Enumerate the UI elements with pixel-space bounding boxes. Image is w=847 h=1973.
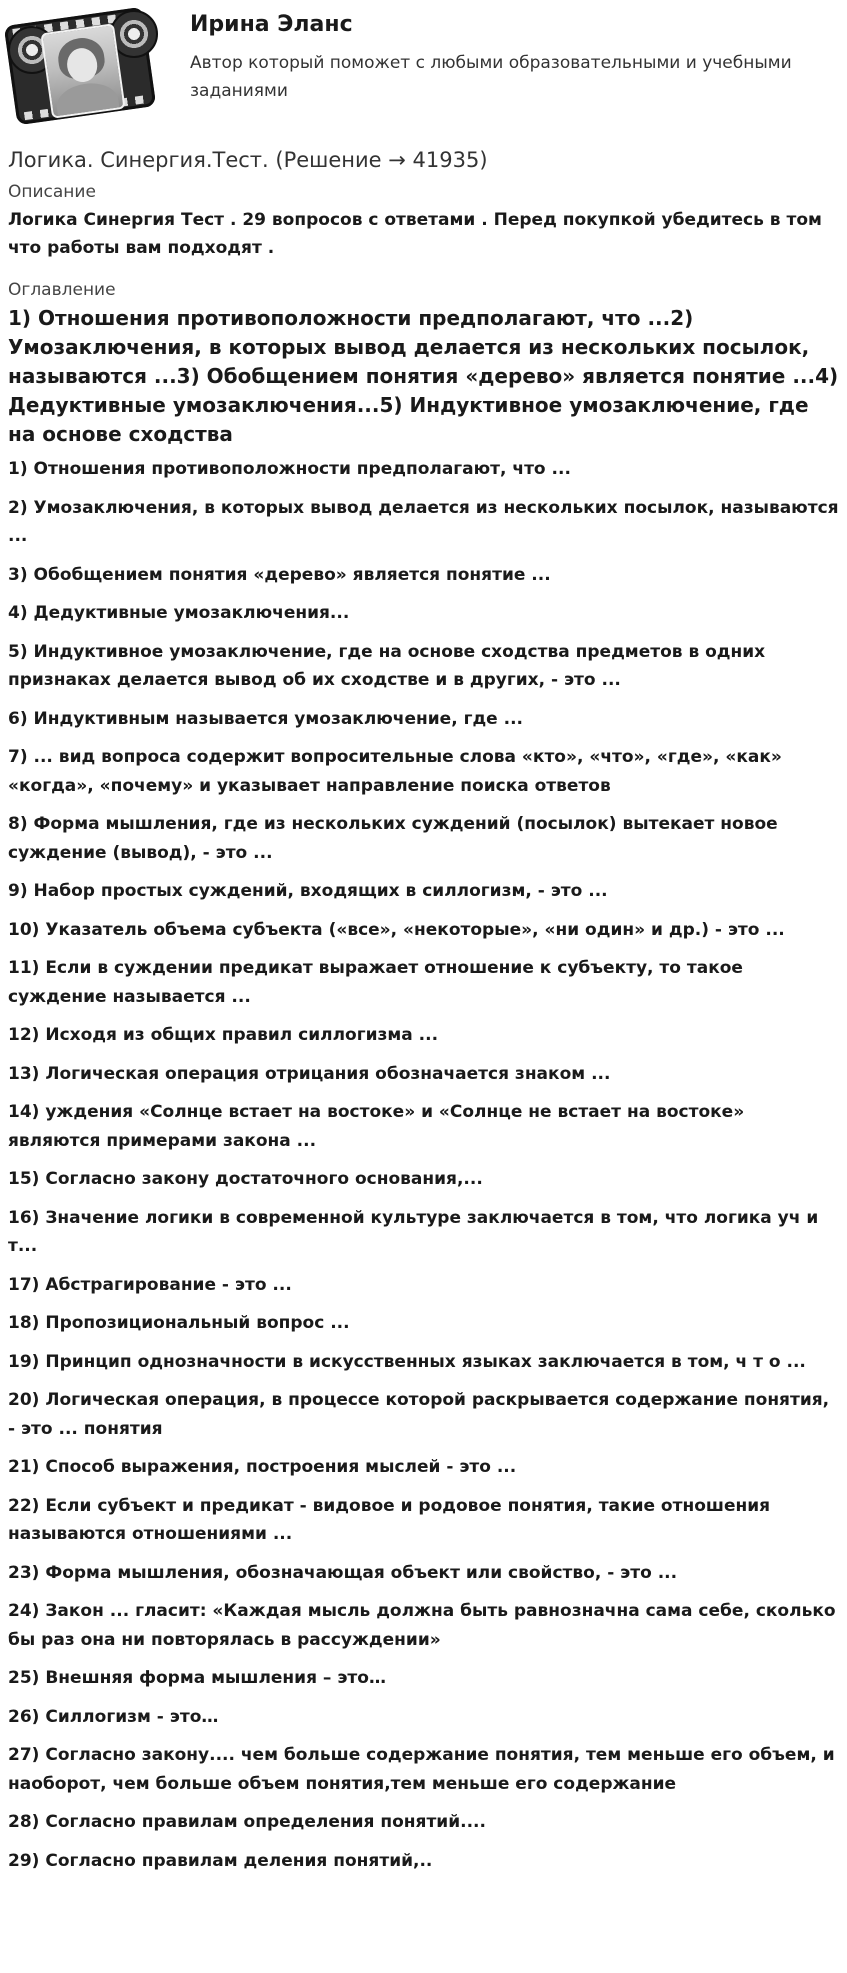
list-item: 20) Логическая операция, в процессе которой раскрывается содержание понятия, - это ... понятия bbox=[8, 1390, 830, 1439]
author-card bbox=[8, 0, 839, 126]
list-item: 1) Отношения противоположности предполагают, что ... bbox=[8, 459, 571, 479]
list-item: 13) Логическая операция отрицания обозначается знаком ... bbox=[8, 1063, 611, 1084]
list-item: 24) Закон ... гласит: «Каждая мысль должна быть равнозначна сама себе, сколько бы раз она ни повторялась в рассуждении» bbox=[8, 1601, 836, 1650]
list-item: 11) Если в суждении предикат выражает отношение к субъекту, то такое суждение называется ... bbox=[8, 958, 743, 1007]
list-item: 4) Дедуктивные умозаключения... bbox=[8, 603, 350, 623]
list-item: 9) Набор простых суждений, входящих в силлогизм, - это ... bbox=[8, 881, 608, 901]
list-item: 17) Абстрагирование - это ... bbox=[8, 1274, 292, 1295]
list-item: 10) Указатель объема субъекта («все», «некоторые», «ни один» и др.) - это ... bbox=[8, 919, 785, 940]
list-item: 7) ... вид вопроса содержит вопросительные слова «кто», «что», «где», «как» «когда», «почему» и указывает направление поиска ответов bbox=[8, 747, 782, 796]
film-reel-portrait-icon[interactable] bbox=[8, 6, 168, 124]
list-item: 15) Согласно закону достаточного основания,... bbox=[8, 1169, 483, 1189]
list-item: 26) Силлогизм - это… bbox=[8, 1706, 219, 1727]
list-item: 3) Обобщением понятия «дерево» является понятие ... bbox=[8, 564, 551, 585]
author-info bbox=[168, 6, 839, 105]
author-name[interactable]: Ирина Эланс bbox=[190, 12, 353, 37]
toc-label: Оглавление bbox=[8, 280, 116, 300]
list-item: 14) уждения «Солнце встает на востоке» и «Солнце не встает на востоке» являются примерами закона ... bbox=[8, 1102, 745, 1151]
question-list bbox=[8, 455, 839, 1875]
list-item: 16) Значение логики в современной культуре заключается в том, что логика уч и т... bbox=[8, 1207, 819, 1256]
toc-summary: 1) Отношения противоположности предполагают, что ...2) Умозаключения, в которых вывод делается из нескольких посылок, называются ...3) Обобщением понятия «дерево» является понятие ...4) Дедуктивные умозаключения...5) Индуктивное умозаключение, где на основе сходства bbox=[8, 306, 839, 446]
list-item: 22) Если субъект и предикат - видовое и родовое понятия, такие отношения называются отношениями ... bbox=[8, 1495, 771, 1544]
list-item: 21) Способ выражения, построения мыслей - это ... bbox=[8, 1457, 517, 1477]
author-description: Автор который поможет с любыми образовательными и учебными заданиями bbox=[190, 53, 792, 101]
list-item: 29) Согласно правилам деления понятий,.. bbox=[8, 1850, 433, 1871]
description-text: Логика Синергия Тест . 29 вопросов с ответами . Перед покупкой убедитесь в том что работы вам подходят . bbox=[8, 210, 822, 258]
list-item: 23) Форма мышления, обозначающая объект или свойство, - это ... bbox=[8, 1562, 678, 1583]
list-item: 12) Исходя из общих правил силлогизма ... bbox=[8, 1025, 439, 1045]
list-item: 6) Индуктивным называется умозаключение, где ... bbox=[8, 708, 524, 729]
page-title: Логика. Синергия.Тест. (Решение → 41935) bbox=[8, 148, 488, 172]
list-item: 5) Индуктивное умозаключение, где на основе сходства предметов в одних признаках делается вывод об их сходстве и в других, - это ... bbox=[8, 641, 766, 690]
list-item: 28) Согласно правилам определения понятий.... bbox=[8, 1812, 486, 1832]
list-item: 2) Умозаключения, в которых вывод делается из нескольких посылок, называются ... bbox=[8, 497, 839, 546]
list-item: 27) Согласно закону.... чем больше содержание понятия, тем меньше его объем, и наоборот, чем больше объем понятия,тем меньше его содержание bbox=[8, 1745, 835, 1794]
list-item: 18) Пропозициональный вопрос ... bbox=[8, 1313, 350, 1333]
list-item: 25) Внешняя форма мышления – это… bbox=[8, 1668, 386, 1688]
list-item: 8) Форма мышления, где из нескольких суждений (посылок) вытекает новое суждение (вывод), - это ... bbox=[8, 814, 778, 863]
description-label: Описание bbox=[8, 182, 96, 202]
list-item: 19) Принцип однозначности в искусственных языках заключается в том, ч т о ... bbox=[8, 1351, 806, 1372]
